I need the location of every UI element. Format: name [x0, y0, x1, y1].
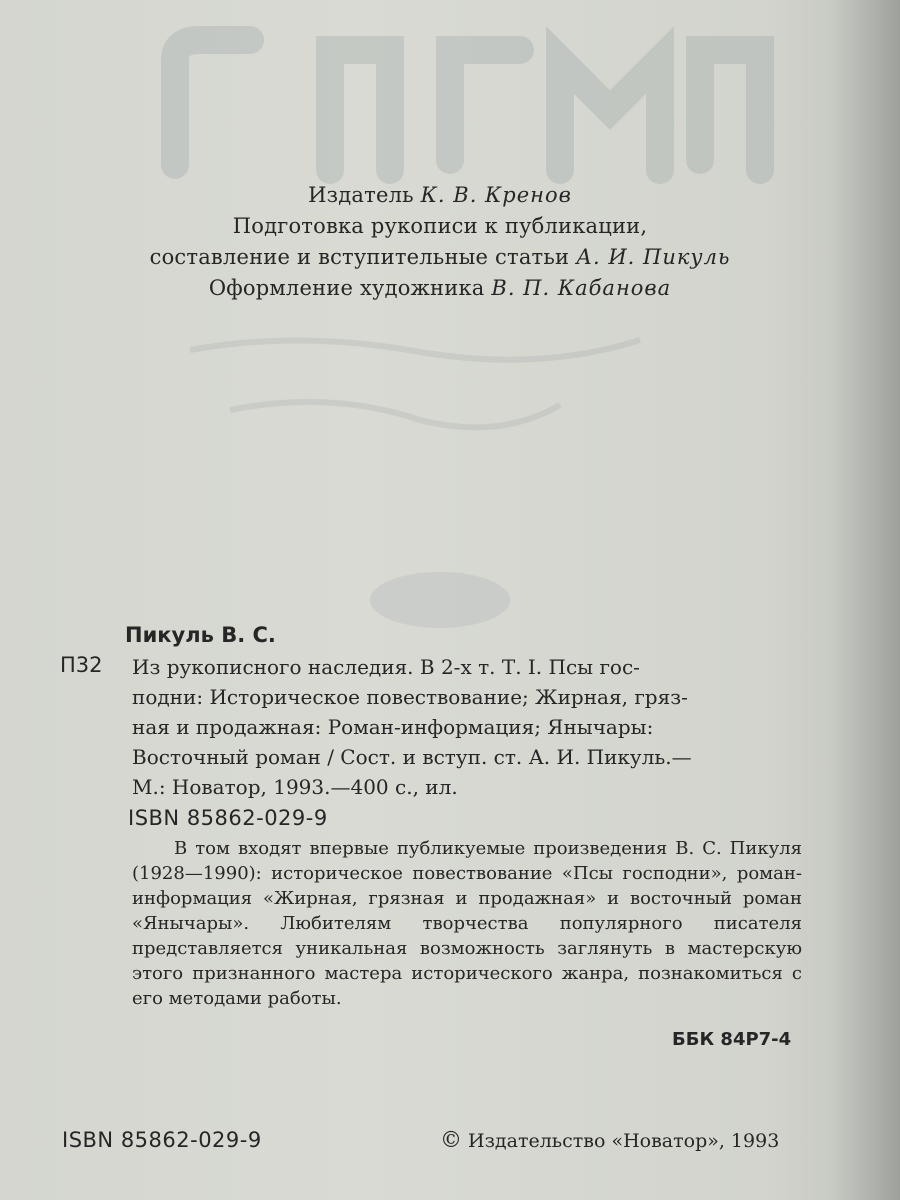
design-label: Оформление художника: [208, 276, 485, 300]
compiled-line: [60, 242, 820, 273]
design-line: [60, 273, 820, 304]
page-gutter-shadow: [830, 0, 900, 1200]
design-name: В. П. Кабанова: [491, 276, 672, 300]
description-line: ная и продажная: Роман-информация; Янычары:: [132, 715, 654, 739]
description-line: М.: Новатор, 1993.—400 с., ил.: [132, 775, 458, 799]
description-line: Восточный роман / Сост. и вступ. ст. А. И. Пикуль.—: [132, 745, 692, 769]
publisher-name: К. В. Кренов: [420, 183, 572, 207]
credits-block: [60, 180, 820, 304]
bbk-code: ББК 84Р7-4: [672, 1029, 792, 1050]
description-line: Из рукописного наследия. В 2-х т. Т. I. Псы гос-: [132, 655, 640, 679]
annotation-paragraph: В том входят впервые публикуемые произведения В. С. Пикуля (1928—1990): историческое повествование «Псы господни», роман-информация «Жирная, грязная и продажная» и восточный роман «Янычары». Любителям творчества популярного писателя представляется уникальная возможность заглянуть в мастерскую этого признанного мастера исторического жанра, познакомиться с его методами работы.: [132, 838, 802, 1009]
bibliographic-description: [132, 652, 800, 802]
copyright-text: Издательство «Новатор», 1993: [468, 1130, 780, 1152]
prep-line: Подготовка рукописи к публикации,: [232, 214, 648, 238]
copyright-icon: ©: [440, 1128, 462, 1153]
author-heading: Пикуль В. С.: [125, 623, 276, 647]
copyright-line: [440, 1128, 779, 1153]
catalog-code: П32: [60, 653, 103, 677]
footer-isbn: ISBN 85862-029-9: [62, 1128, 262, 1152]
card-isbn: ISBN 85862-029-9: [128, 806, 328, 830]
publisher-line: [60, 180, 820, 211]
compiled-name: А. И. Пикуль: [576, 245, 731, 269]
publisher-label: Издатель: [308, 183, 414, 207]
compiled-label: составление и вступительные статьи: [149, 245, 570, 269]
description-line: подни: Историческое повествование; Жирная, гряз-: [132, 685, 688, 709]
